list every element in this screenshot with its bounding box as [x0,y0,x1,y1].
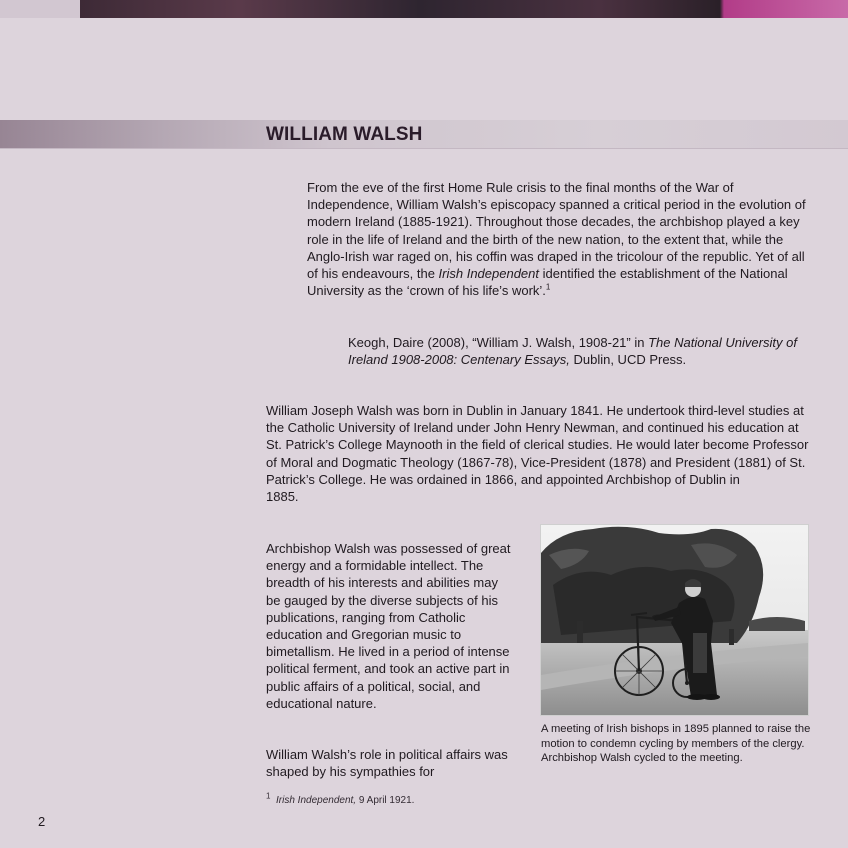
footnote-reference[interactable]: 1 [545,282,551,292]
biography-text: William Joseph Walsh was born in Dublin in January 1841. He undertook third-level studies at the Catholic University of Ireland under John Henry Newman, and continued his education at St. Patrick’s College Maynooth in the field of clerical studies. He would later become Professor of Moral and Dogmatic Theology (1867-78), Vice-President (1878) and President (1881) of St. Patrick’s College. He was ordained in 1866, and appointed Archbishop of Dublin in [266,403,809,487]
archbishop-bicycle-photo [540,524,809,716]
footnote-date: 9 April 1921. [356,795,415,806]
citation-book-title: The National University of Ireland 1908-2008: Centenary Essays, [348,335,797,368]
newspaper-title: Irish Independent [438,266,539,282]
citation [348,334,813,368]
page-number: 2 [38,814,46,829]
biography-year: 1885. [266,489,299,505]
intro-paragraph [307,179,812,299]
intro-text-end: identified the establishment of the National University as the ‘crown of his life’s work’. [307,266,788,299]
page-title: WILLIAM WALSH [266,124,423,145]
citation-publisher: Dublin, UCD Press. [569,352,687,368]
footnote-source: Irish Independent, [276,795,357,806]
title-band [0,120,848,149]
citation-author: Keogh, Daire (2008), “William J. Walsh, 1908-21” in [348,335,649,350]
intro-text-start: From the eve of the first Home Rule crisis to the final months of the War of Independence, William Walsh’s episcopacy spanned a critical period in the evolution of modern Ireland (1885-1921). Throughout those decades, the archbishop played a key role in the life of Ireland and the birth of the new nation, to the extent that, while the Anglo-Irish war raged on, his coffin was draped in the tricolour of the republic. Yet of all of his endeavours, the [307,180,806,282]
politics-paragraph: William Walsh’s role in political affairs was shaped by his sympathies for [266,747,508,780]
bicycle-photo-illustration [541,525,808,715]
footnote [266,791,415,806]
footnote-number: 1 [266,791,271,801]
photo-caption: A meeting of Irish bishops in 1895 planned to raise the motion to condemn cycling by members of the clergy. Archbishop Walsh cycled to the meeting. [541,723,811,764]
header-photo-strip [0,0,848,18]
biography-paragraph [266,402,811,505]
intellect-paragraph: Archbishop Walsh was possessed of great energy and a formidable intellect. The breadth of his interests and abilities may be gauged by the diverse subjects of his publications, ranging from Catholic education and Gregorian music to bimetallism. He lived in a period of intense political ferment, and took an active part in public affairs of a political, social, and educational nature. [266,541,511,711]
